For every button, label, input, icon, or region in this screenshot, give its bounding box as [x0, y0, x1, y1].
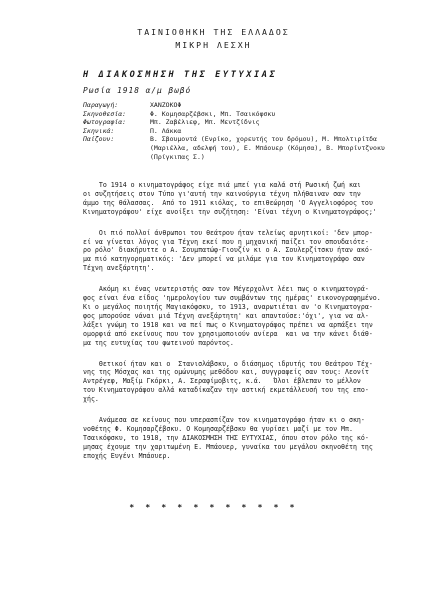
- paragraph-line: οι συζητήσεις στον Τύπο γι'αυτή την καινούργια τέχνη πλήθαιναν σαν την: [83, 189, 361, 198]
- credit-value: [150, 135, 403, 161]
- paragraph-line: Κινηματογράφου' είχε ανοίξει την συζήτηση: 'Είναι τέχνη ο Κινηματογράφος;': [83, 207, 377, 216]
- credit-row: [83, 110, 403, 119]
- paragraph-line: του Κινηματογράφου αλλά καταδίκαζαν την αστική εκμετάλλευσή του της επο-: [83, 386, 369, 395]
- film-title: Η ΔΙΑΚΟΣΜΗΣΗ ΤΗΣ ΕΥΤΥΧΙΑΣ: [83, 70, 278, 80]
- paragraph-line: μα πιό κατηγορηματικός: 'Δεν μπορεί να μιλάμε για τον Κινηματογράφο σαν: [83, 255, 365, 264]
- credit-label: Παίζουν:: [83, 135, 115, 144]
- paragraph-line: μησας έχουμε την χαριτωμένη Ε. Μπάουερ, γυναίκα του μεγάλου σκηνοθέτη της: [83, 442, 373, 451]
- credits-block: [83, 101, 403, 161]
- credit-label: Σκηνοθεσία:: [83, 109, 127, 118]
- paragraph-line: Ακόμη κι ένας νεωτεριστής σαν τον Μέγερχολντ λέει πως ο κινηματογρά-: [83, 285, 369, 294]
- credit-label: Φωτογραφία:: [83, 118, 127, 127]
- paragraph-line: ομορφιά από εκείνους που τον χρησιμοποιούν ανίερα και να την κάνει διάθ-: [83, 329, 373, 338]
- paragraph-line: Κι ο μεγάλος ποιητής Μαγιακόφσκυ, το 1913, αναρωτιέται αν 'ο Κινηματογρα-: [83, 302, 373, 311]
- credit-value: [150, 110, 403, 119]
- paragraph-line: εί να γίνεται λόγος για Τέχνη εκεί που η μηχανική παίζει τον σπουδαιότε-: [83, 237, 369, 246]
- paragraph: [83, 360, 399, 405]
- credit-label: Σκηνικά:: [83, 126, 115, 135]
- paragraph-line: νοθέτης Φ. Κομησαρζέβσκυ. Ο Κομησαρζέβσκυ θα γυρίσει μαζί με τον Μπ.: [83, 424, 353, 433]
- paragraph-line: νης της Μόσχας και της ομώνυμης μεθόδου και, συγγραφείς σαν τους: Λεονίτ: [83, 368, 369, 377]
- paragraph-line: Ανάμεσα σε κείνους που υπερασπίζαν τον κινηματογράφο ήταν κι ο σκη-: [83, 416, 365, 425]
- paragraph: [83, 229, 399, 274]
- institution-name: ΤΑΙΝΙΟΘΗΚΗ ΤΗΣ ΕΛΛΑΔΟΣ: [137, 27, 290, 37]
- credit-value: [150, 127, 403, 136]
- credit-row: [83, 118, 403, 127]
- paragraph: [83, 285, 399, 347]
- paragraph-line: Το 1914 ο κινηματογράφος είχε πιά μπεί για καλά στή Ρωσική ζωή και: [83, 181, 361, 189]
- credit-row: [83, 135, 403, 161]
- credit-value: [150, 118, 403, 127]
- credit-value-line: ΧΑΝΖΟΚΟΦ: [150, 101, 182, 109]
- club-name: ΜΙΚΡΗ ΛΕΣΧΗ: [175, 40, 252, 50]
- paragraph-line: Τέχνη ανεξάρτητη'.: [83, 264, 155, 273]
- paragraph-line: Τσαικόφσκυ, το 1918, την ΔΙΑΚΟΣΜΗΣΗ ΤΗΣ ΕΥΤΥΧΙΑΣ, όπου στον ρόλο της κό-: [83, 433, 369, 442]
- paragraph-line: Οι πιό πολλοί άνθρωποι του θεάτρου ήταν τελείως αρνητικοί: 'δεν μπορ-: [83, 228, 373, 237]
- credit-row: [83, 101, 403, 110]
- paragraph-line: φος μπορούσε νάναι μιά Τέχνη ανεξάρτητη' και απαντούσε:'όχι', για να αλ-: [83, 311, 369, 320]
- paragraph-line: Αντρέγεφ, Μαξίμ Γκόρκι, Α. Σεραφίμοβιτς, κ.ά. Όλοι έβλεπαν το μέλλον: [83, 377, 361, 386]
- credit-row: [83, 127, 403, 136]
- paragraph-line: Θετικοί ήταν και ο Στανισλάβσκυ, ο διάσημος ιδρυτής του Θεάτρου Τέχ-: [83, 359, 373, 368]
- credit-value-line: (Πρίγκιπας Σ.): [150, 152, 205, 161]
- credit-value-line: Π. Λάκκα: [150, 126, 182, 135]
- body-text: [83, 181, 399, 473]
- credit-value-line: Φ. Κομησαρζέβσκι, Μπ. Τσαικόφσκυ: [150, 109, 276, 118]
- paragraph-line: λάξει γνώμη το 1918 και να πεί πως ο Κινηματογράφος πρέπει να αρπάξει την: [83, 320, 373, 329]
- paragraph-line: εποχής Ευγένι Μπάουερ.: [83, 451, 171, 460]
- credit-value-line: (Μαριέλλα, αδελφή του), Ε. Μπάουερ (Κόμησα), Β. Μπορίντζνοκυ: [150, 143, 385, 152]
- paragraph-line: ρο ρόλο' διακήρυττε ο Α. Σουμπατώφ-Γιουζίν κι ο Α. Σουλερζίτσκυ ήταν ακό-: [83, 246, 373, 255]
- paragraph-line: άμμο της θάλασσας. Από το 1911 κιόλας, το επιθεώρηση 'Ο Αγγελιοφόρος του: [83, 198, 373, 207]
- paragraph-line: χής.: [83, 395, 99, 404]
- credit-value-line: Μπ. Ζαβέλιεφ, Μπ. Μεντζίδνις: [150, 118, 260, 127]
- credit-label: Παραγωγή:: [83, 101, 119, 109]
- film-subtitle: Ρωσία 1918 α/μ βωβό: [83, 86, 192, 95]
- paragraph: [83, 416, 399, 461]
- credit-value-line: Β. Σβουμοντά (Ενρίκο, χορευτής του δρόμου), Μ. Μπολτιρίτδα: [150, 135, 377, 144]
- paragraph: [83, 181, 399, 217]
- paragraph-line: μα της ευτυχίας του φωτεινού παρόντος.: [83, 338, 234, 347]
- paragraph-line: φος είναι ένα είδος 'ημερολογίου των συμβάντων της ημέρας' εικονογραφημένο.: [83, 294, 381, 303]
- footer-stars: * * * * * * * * * * *: [129, 503, 298, 512]
- credit-value: [150, 101, 403, 110]
